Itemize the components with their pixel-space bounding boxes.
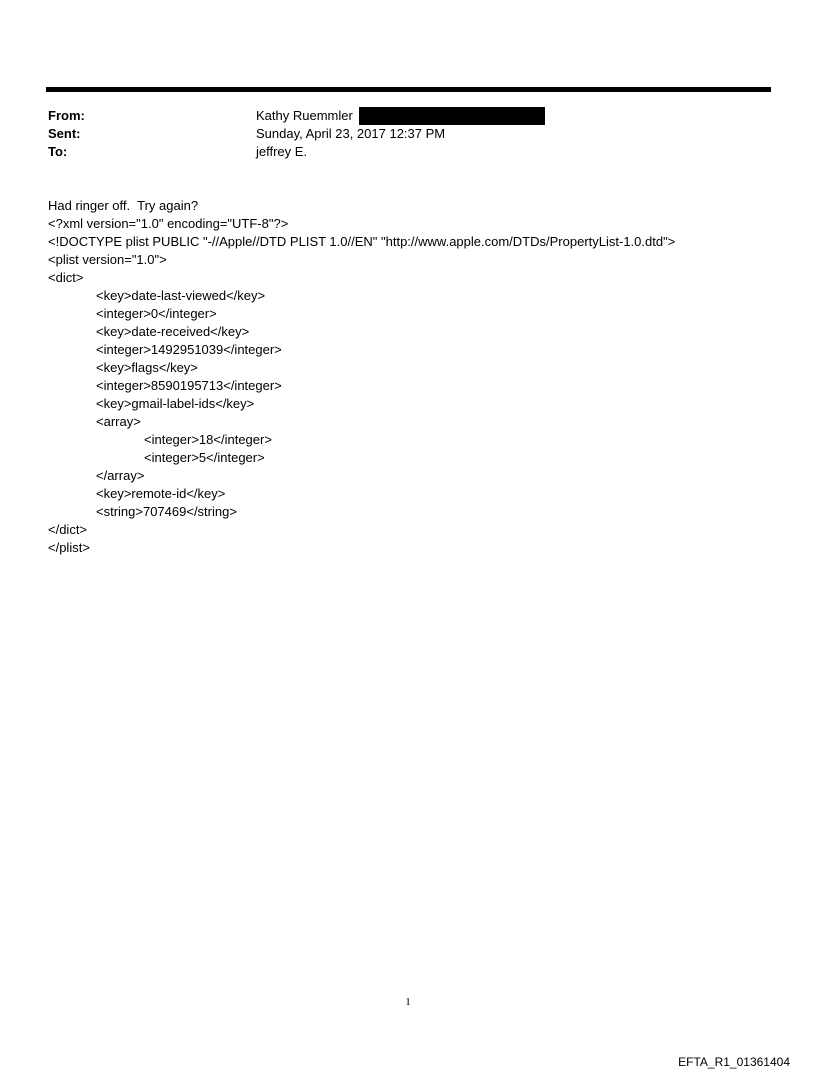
body-line: <key>remote-id</key> [96, 486, 226, 501]
body-line: <key>date-last-viewed</key> [96, 288, 266, 303]
from-row [48, 107, 748, 125]
body-line: </plist> [48, 540, 90, 555]
body-line: <plist version="1.0"> [48, 252, 167, 267]
body-line: <string>707469</string> [96, 504, 237, 519]
sent-row [48, 125, 748, 143]
body-line: <key>date-received</key> [96, 324, 250, 339]
header-divider [46, 87, 771, 92]
body-line: <key>gmail-label-ids</key> [96, 396, 255, 411]
body-line: <dict> [48, 270, 84, 285]
body-line: <key>flags</key> [96, 360, 198, 375]
body-line: <integer>1492951039</integer> [96, 342, 282, 357]
body-line: <array> [96, 414, 141, 429]
email-body [48, 197, 788, 557]
body-line: <!DOCTYPE plist PUBLIC "-//Apple//DTD PLIST 1.0//EN" "http://www.apple.com/DTDs/PropertyList-1.0.dtd"> [48, 234, 676, 249]
body-line: <integer>8590195713</integer> [96, 378, 282, 393]
body-line: <integer>18</integer> [144, 432, 272, 447]
from-value [256, 107, 545, 125]
to-row [48, 143, 748, 161]
document-id: EFTA_R1_01361404 [678, 1055, 790, 1069]
body-line: <integer>0</integer> [96, 306, 217, 321]
body-line: <?xml version="1.0" encoding="UTF-8"?> [48, 216, 289, 231]
body-line: </array> [96, 468, 145, 483]
sender-name: Kathy Ruemmler [256, 108, 353, 123]
sent-value: Sunday, April 23, 2017 12:37 PM [256, 126, 446, 141]
body-line: Had ringer off. Try again? [48, 198, 199, 213]
page-number: 1 [405, 996, 411, 1008]
body-line: </dict> [48, 522, 88, 537]
to-value: jeffrey E. [256, 144, 308, 159]
sent-label: Sent: [48, 126, 81, 141]
redaction-block [359, 107, 545, 125]
from-label: From: [48, 108, 85, 123]
body-line: <integer>5</integer> [144, 450, 265, 465]
to-label: To: [48, 144, 68, 159]
